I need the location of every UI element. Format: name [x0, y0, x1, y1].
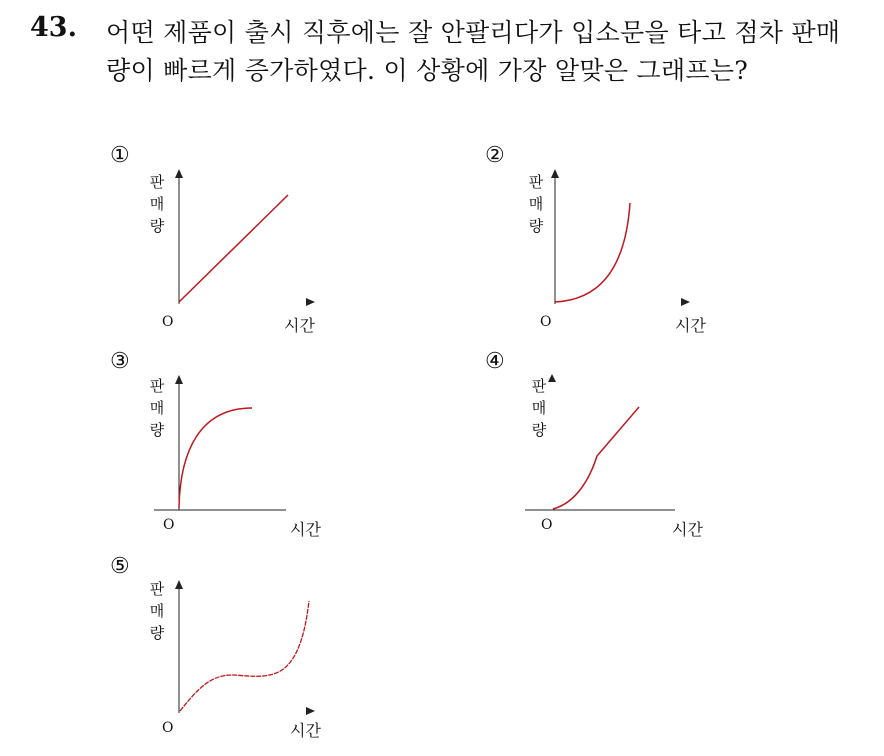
origin-label: O — [162, 720, 174, 736]
x-axis-arrow — [681, 298, 690, 306]
origin-label: O — [540, 314, 552, 330]
y-axis-label: 판 매 량 — [149, 173, 165, 235]
option-marker: ④ — [485, 349, 505, 374]
y-axis-label: 판 매 량 — [528, 173, 544, 235]
curve — [179, 408, 252, 508]
x-axis-label: 시간 — [675, 316, 706, 335]
origin-label: O — [541, 517, 553, 533]
x-axis-arrow — [306, 298, 315, 306]
curve — [180, 601, 309, 711]
question-text-line-1: 어떤 제품이 출시 직후에는 잘 안팔리다가 입소문을 타고 점차 판매 — [106, 18, 841, 47]
question-text-line-2: 량이 빠르게 증가하였다. 이 상황에 가장 알맞은 그래프는? — [106, 56, 749, 85]
y-axis-arrow — [175, 169, 183, 178]
origin-label: O — [162, 314, 174, 330]
question-number: 43. — [30, 12, 77, 43]
option-2-graph[interactable] — [485, 145, 745, 345]
curve — [555, 203, 630, 302]
option-marker: ① — [110, 143, 130, 168]
x-axis-arrow — [306, 707, 315, 715]
option-marker: ⑤ — [110, 554, 130, 579]
option-marker: ② — [485, 143, 505, 168]
y-axis-label: 판 매 량 — [149, 580, 165, 642]
option-1-graph[interactable] — [110, 145, 370, 345]
option-3-graph[interactable] — [110, 351, 370, 551]
option-2-plot — [485, 145, 745, 345]
y-axis-arrow — [548, 374, 556, 382]
y-axis-arrow — [175, 375, 183, 384]
y-axis-arrow — [551, 169, 559, 178]
option-4-plot — [485, 351, 745, 551]
x-axis-label: 시간 — [290, 520, 321, 539]
y-axis-label: 판 매 량 — [149, 377, 165, 439]
y-axis-arrow — [175, 580, 183, 589]
x-axis-label: 시간 — [290, 721, 321, 740]
option-5-graph[interactable] — [110, 556, 370, 756]
x-axis-label: 시간 — [284, 316, 315, 335]
curve — [179, 195, 288, 302]
option-marker: ③ — [110, 349, 130, 374]
y-axis-label: 판 매 량 — [531, 377, 547, 439]
curve — [553, 407, 639, 509]
origin-label: O — [163, 517, 175, 533]
option-4-graph[interactable] — [485, 351, 745, 551]
x-axis-label: 시간 — [672, 520, 703, 539]
